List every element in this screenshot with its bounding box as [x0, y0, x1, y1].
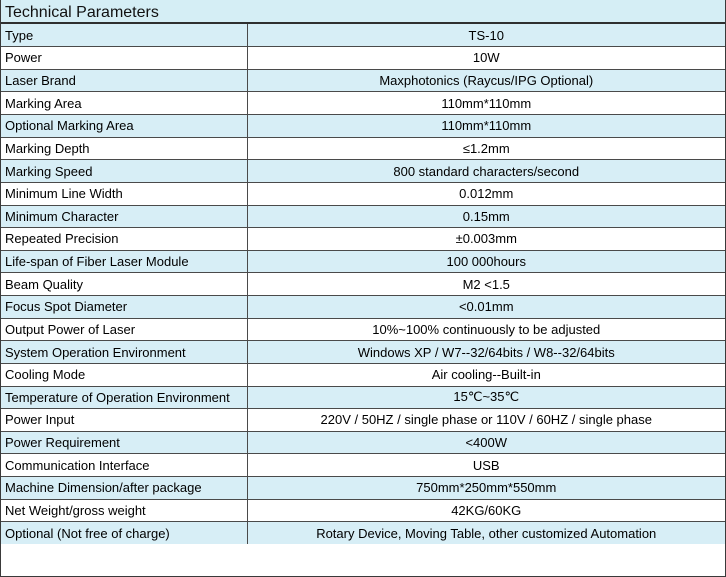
table-row	[1, 182, 725, 205]
parameter-label: Type	[1, 24, 247, 47]
parameter-label: Power Input	[1, 409, 247, 432]
table-row	[1, 522, 725, 545]
parameter-value: 800 standard characters/second	[247, 160, 725, 183]
parameter-label: Marking Speed	[1, 160, 247, 183]
parameter-label: Focus Spot Diameter	[1, 296, 247, 319]
parameter-label: Marking Area	[1, 92, 247, 115]
parameter-value: 220V / 50HZ / single phase or 110V / 60HZ / single phase	[247, 409, 725, 432]
section-title: Technical Parameters	[1, 0, 725, 24]
parameter-label: Net Weight/gross weight	[1, 499, 247, 522]
parameter-value: Air cooling--Built-in	[247, 363, 725, 386]
parameter-label: System Operation Environment	[1, 341, 247, 364]
parameter-value: <400W	[247, 431, 725, 454]
parameter-value: 110mm*110mm	[247, 92, 725, 115]
table-row	[1, 137, 725, 160]
parameter-value: ±0.003mm	[247, 228, 725, 251]
table-row	[1, 341, 725, 364]
parameter-value: <0.01mm	[247, 296, 725, 319]
parameter-value: 10%~100% continuously to be adjusted	[247, 318, 725, 341]
parameter-value: 100 000hours	[247, 250, 725, 273]
parameter-value: 0.012mm	[247, 182, 725, 205]
parameter-value: M2 <1.5	[247, 273, 725, 296]
parameter-label: Power Requirement	[1, 431, 247, 454]
table-row	[1, 92, 725, 115]
table-row	[1, 409, 725, 432]
table-row	[1, 228, 725, 251]
parameter-label: Machine Dimension/after package	[1, 477, 247, 500]
parameter-label: Temperature of Operation Environment	[1, 386, 247, 409]
parameter-label: Power	[1, 47, 247, 70]
parameter-value: USB	[247, 454, 725, 477]
parameter-value: TS-10	[247, 24, 725, 47]
parameter-value: Maxphotonics (Raycus/IPG Optional)	[247, 69, 725, 92]
table-row	[1, 115, 725, 138]
parameter-label: Output Power of Laser	[1, 318, 247, 341]
table-row	[1, 431, 725, 454]
table-row	[1, 318, 725, 341]
parameter-value: 42KG/60KG	[247, 499, 725, 522]
parameter-value: 10W	[247, 47, 725, 70]
table-row	[1, 296, 725, 319]
parameters-table	[1, 24, 725, 544]
parameters-table-body	[1, 24, 725, 544]
parameter-label: Optional Marking Area	[1, 115, 247, 138]
parameter-label: Marking Depth	[1, 137, 247, 160]
parameter-label: Life-span of Fiber Laser Module	[1, 250, 247, 273]
parameter-value: Windows XP / W7--32/64bits / W8--32/64bits	[247, 341, 725, 364]
table-row	[1, 454, 725, 477]
parameter-label: Communication Interface	[1, 454, 247, 477]
table-row	[1, 205, 725, 228]
table-row	[1, 24, 725, 47]
parameter-label: Cooling Mode	[1, 363, 247, 386]
table-row	[1, 47, 725, 70]
parameter-value: 15℃~35℃	[247, 386, 725, 409]
parameter-label: Optional (Not free of charge)	[1, 522, 247, 545]
table-row	[1, 250, 725, 273]
table-row	[1, 386, 725, 409]
parameter-value: 110mm*110mm	[247, 115, 725, 138]
parameter-value: ≤1.2mm	[247, 137, 725, 160]
table-row	[1, 477, 725, 500]
parameter-value: Rotary Device, Moving Table, other customized Automation	[247, 522, 725, 545]
parameter-label: Minimum Line Width	[1, 182, 247, 205]
parameter-label: Beam Quality	[1, 273, 247, 296]
parameter-value: 0.15mm	[247, 205, 725, 228]
parameter-value: 750mm*250mm*550mm	[247, 477, 725, 500]
table-row	[1, 273, 725, 296]
parameter-label: Repeated Precision	[1, 228, 247, 251]
table-row	[1, 69, 725, 92]
parameter-label: Laser Brand	[1, 69, 247, 92]
table-row	[1, 363, 725, 386]
table-row	[1, 160, 725, 183]
table-row	[1, 499, 725, 522]
parameter-label: Minimum Character	[1, 205, 247, 228]
